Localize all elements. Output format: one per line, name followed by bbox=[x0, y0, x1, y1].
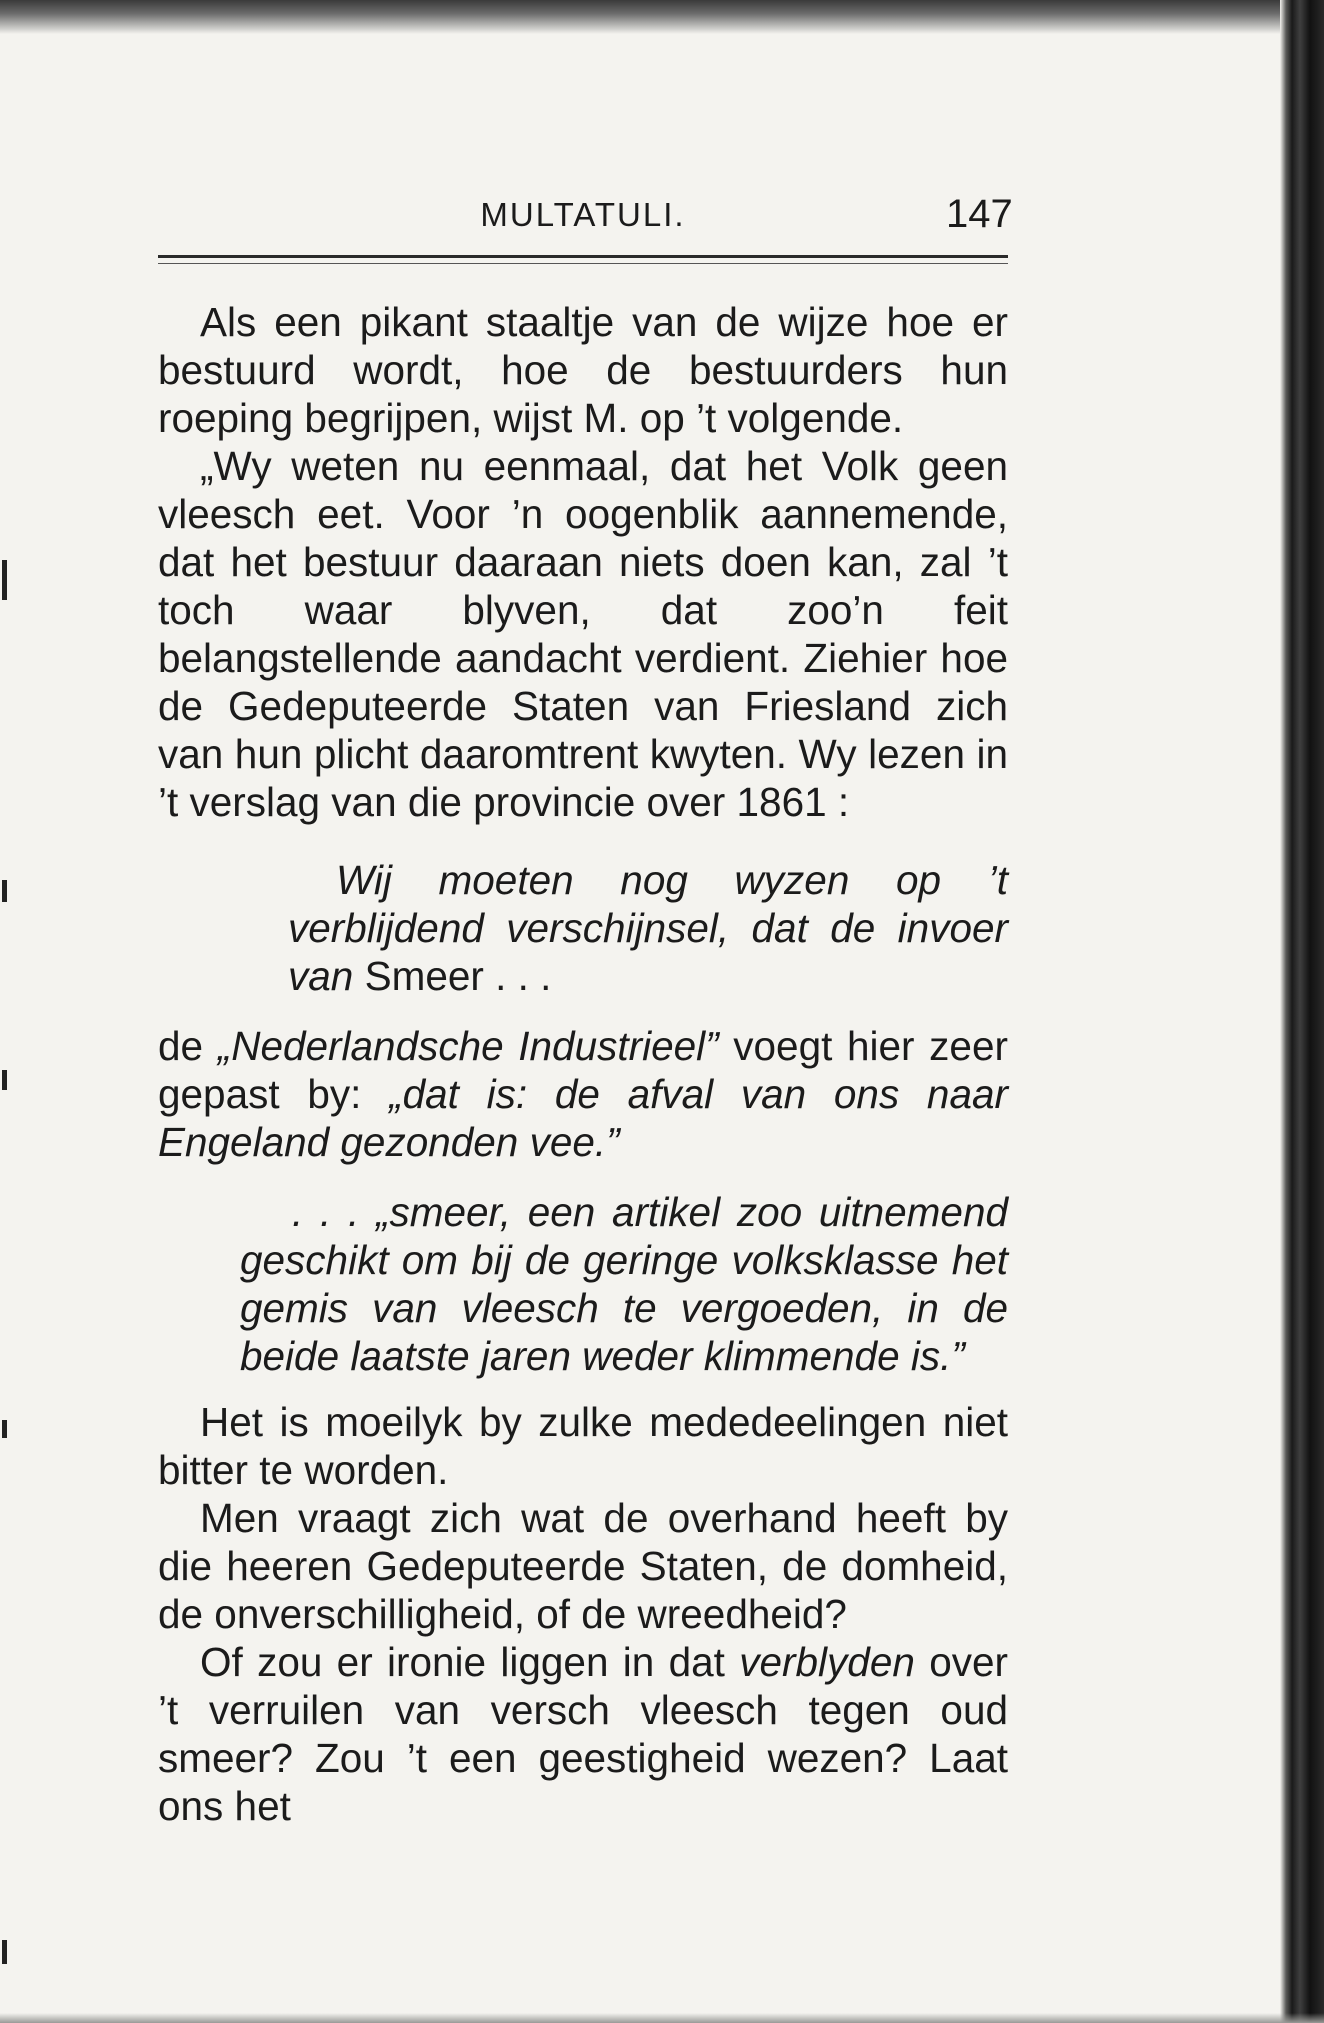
paragraph-6-c: over ’t verruilen van versch vleesch tegen oud smeer? Zou ’t een geestigheid wezen? Laat ons het bbox=[158, 1639, 1008, 1829]
quote-2: . . . „smeer, een artikel zoo uitnemend geschikt om bij de geringe volksklasse het gemis van vleesch te vergoeden, in de beide laatste jaren weder klimmende is.” bbox=[240, 1189, 1008, 1379]
paragraph-2: „Wy weten nu eenmaal, dat het Volk geen vleesch eet. Voor ’n oogenblik aannemende, dat het bestuur daaraan niets doen kan, zal ’t toch waar blyven, dat zoo’n feit belangstellende aandacht verdient. Ziehier hoe de Gedeputeerde Staten van Friesland zich van hun plicht daaromtrent kwyten. Wy lezen in ’t verslag van die provincie over 1861 : bbox=[158, 443, 1008, 825]
quote-1 bbox=[158, 856, 1008, 1000]
paragraph-4: Het is moeilyk by zulke mededeelingen niet bitter te worden. bbox=[158, 1399, 1008, 1493]
body-text bbox=[158, 298, 1008, 1830]
page-number: 147 bbox=[946, 192, 1013, 236]
paragraph-1: Als een pikant staaltje van de wijze hoe er bestuurd wordt, hoe de bestuurders hun roeping begrijpen, wijst M. op ’t volgende. bbox=[158, 299, 1008, 441]
paragraph-6 bbox=[158, 1638, 1008, 1830]
quote-1-upright: Smeer . . . bbox=[364, 953, 552, 999]
header-rule bbox=[158, 255, 1008, 258]
paragraph-5: Men vraagt zich wat de overhand heeft by die heeren Gedeputeerde Staten, de domheid, de onverschilligheid, of de wreedheid? bbox=[158, 1495, 1008, 1637]
paragraph-3-a: de bbox=[158, 1023, 204, 1069]
header-rule-thin bbox=[158, 263, 1008, 264]
paragraph-6-a: Of zou er ironie liggen in dat bbox=[200, 1639, 725, 1685]
paragraph-3-c: voegt hier zeer gepast by: bbox=[158, 1023, 1008, 1117]
paragraph-3-b: „Nederlandsche Industrieel” bbox=[217, 1023, 719, 1069]
paragraph-3 bbox=[158, 1022, 1008, 1166]
paragraph-6-b: verblyden bbox=[739, 1639, 915, 1685]
paragraph-3-d: „dat is: de afval van ons naar Engeland gezonden vee.” bbox=[158, 1071, 1008, 1165]
quote-1-italic: Wij moeten nog wyzen op ’t verblijdend verschijnsel, dat de invoer van bbox=[288, 857, 1008, 999]
running-title: MULTATULI. bbox=[480, 196, 686, 233]
